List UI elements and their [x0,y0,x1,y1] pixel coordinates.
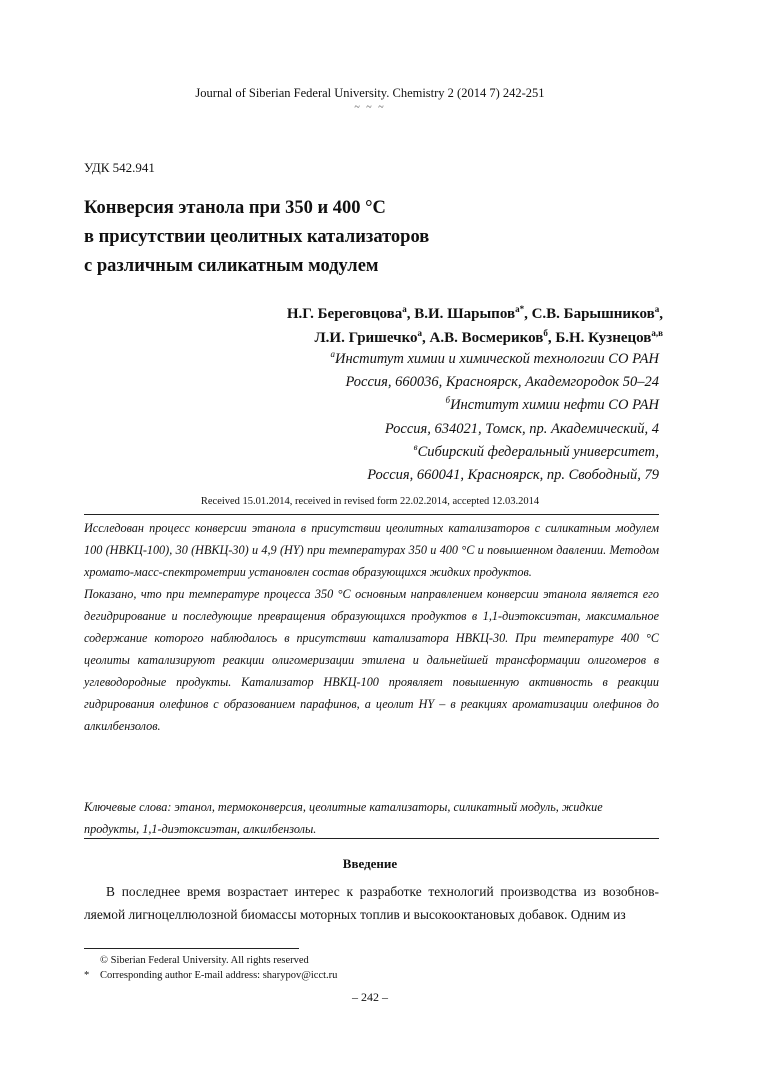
author-separator: , [659,306,663,322]
received-dates: Received 15.01.2014, received in revised form 22.02.2014, accepted 12.03.2014 [200,496,540,507]
title-line: в присутствии цеолитных катализаторов [84,227,430,247]
author-separator: , [524,306,532,322]
author-affiliation-mark: б [543,328,548,338]
author-line-1 [287,302,663,326]
abstract-bottom-rule [84,838,659,839]
author-affiliation-mark: а [402,304,407,314]
author-affiliation-mark: а,в [651,328,663,338]
affiliation-mark: в [413,441,418,452]
abstract [84,517,659,737]
author-name: С.В. Барышников [531,306,655,322]
affiliation-list [331,348,660,487]
body-paragraph: В последнее время возрастает интерес к разработке технологий производства из возобновляемой лигноцеллюлозной биомассы моторных топлив и высокооктановых добавок. Одним из [84,884,659,922]
footnote-separator [84,948,299,949]
affiliation-address: Россия, 634021, Томск, пр. Академический, 4 [384,420,659,437]
affiliation-mark: б [445,395,451,406]
page-number: – 242 – [352,990,388,1004]
author-affiliation-mark: а [417,328,423,338]
footnote-mark: * [84,970,90,981]
author-separator: , [422,330,430,346]
author-name: Н.Г. Береговцова [286,306,403,322]
affiliation-address: Россия, 660036, Красноярск, Академгородок 50–24 [345,374,659,391]
footnotes [84,953,337,983]
author-separator: , [406,306,415,322]
affiliation-mark: а [330,349,335,360]
udk-code: УДК 542.941 [84,160,155,175]
author-name: Л.И. Гришечко [314,330,418,346]
footnote-corresponding-author: * Corresponding author E-mail address: sharypov@icct.ru [84,970,338,981]
affiliation-name: $^в$Сибирский федеральный университет, [413,441,659,460]
author-list [287,302,663,350]
abstract-paragraph: Исследован процесс конверсии этанола в присутствии цеолитных катализаторов с силикатным модулем 100 (НВКЦ-100), 30 (НВКЦ-30) и 4,9 (HY) при температурах 350 и 400 °С и повышенном давлении. Методом хромато-масс-спектрометрии установлен состав образующихся жидких продуктов. [84,521,659,579]
author-affiliation-mark: а* [515,304,525,314]
author-separator: , [547,330,556,346]
affiliation-name: $^а$Институт химии и химической технологии СО РАН [330,349,659,367]
author-name: Б.Н. Кузнецов [555,330,652,346]
footnote-copyright: © Siberian Federal University. All rights reserved [100,955,309,966]
title-line: Конверсия этанола при 350 и 400 °С [84,198,386,218]
article-title [84,194,429,281]
author-line-2 [287,326,663,350]
author-name: В.И. Шарыпов [414,306,516,322]
abstract-top-rule [84,514,659,515]
title-line: с различным силикатным модулем [84,256,379,276]
body-text [84,880,659,926]
journal-header: Journal of Siberian Federal University. Chemistry 2 (2014 7) 242-251 [195,86,545,100]
affiliation-address: Россия, 660041, Красноярск, пр. Свободный, 79 [367,467,659,484]
section-heading: Введение [342,856,398,871]
author-affiliation-mark: а [654,304,660,314]
author-name: А.В. Восмериков [429,330,544,346]
abstract-paragraph: Показано, что при температуре процесса 350 °С основным направлением конверсии этанола является его дегидрирование и последующие превращения образующихся продуктов в 1,1-диэтоксиэтан, максимальное содержание которого наблюдалось в присутствии катализатора НВКЦ-30. При температуре 400 °С цеолиты катализируют реакции олигомеризации этилена и дальнейшей трансформации олигомеров в углеводородные продукты. Катализатор НВКЦ-100 проявляет повышенную активность в реакции гидрирования олефинов с образованием парафинов, а цеолит HY – в реакциях ароматизации олефинов до алкилбензолов. [84,587,659,733]
affiliation-name: $^б$Институт химии нефти СО РАН [445,395,659,414]
header-ornament: ~ ~ ~ [354,102,386,113]
keywords: Ключевые слова: этанол, термоконверсия, цеолитные катализаторы, силикатный модуль, жидкие продукты, 1,1-диэтоксиэтан, алкилбензолы. [84,800,603,836]
